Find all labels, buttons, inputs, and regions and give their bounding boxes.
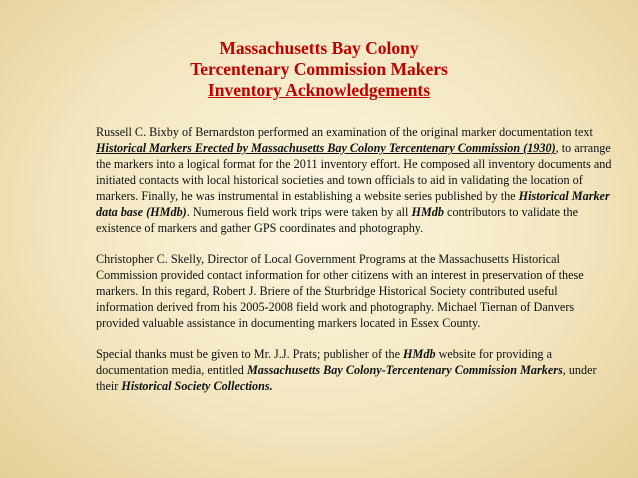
para1-hmdb-abbrev: HMdb: [411, 205, 444, 219]
para3-text-3: , under their: [96, 363, 597, 393]
paragraph-bixby: [96, 124, 616, 236]
paragraph-skelly: [96, 251, 616, 331]
para1-text-4: contributors to validate the existence of markers and gather GPS coordinates and photography.: [96, 205, 579, 235]
title-line-2: Tercentenary Commission Makers: [190, 59, 448, 79]
para1-book-title: Historical Markers Erected by Massachusetts Bay Colony Tercentenary Commission (1930): [96, 141, 556, 155]
paragraph-prats: [96, 346, 616, 394]
para3-series-title: Massachusetts Bay Colony-Tercentenary Commission Markers: [246, 363, 563, 377]
body-text: [96, 124, 616, 409]
para3-hmdb-abbrev: HMdb: [403, 347, 436, 361]
para1-text-3: . Numerous field work trips were taken by all: [186, 205, 412, 219]
para1-text-1: Russell C. Bixby of Bernardston performed an examination of the original marker documentation text: [96, 125, 593, 139]
title-line-3: Inventory Acknowledgements: [207, 80, 431, 100]
title-line-1: Massachusetts Bay Colony: [219, 38, 419, 58]
para1-text-2: , to arrange the markers into a logical format for the 2011 inventory effort. He composed all inventory documents and initiated contacts with local historical societies and town officials to aid in validating the location of markers. Finally, he was instrumental in establishing a website series published by the: [96, 141, 612, 203]
para2-text: Christopher C. Skelly, Director of Local Government Programs at the Massachusetts Historical Commission provided contact information for other citizens with an interest in preservation of these markers. In this regard, Robert J. Briere of the Sturbridge Historical Society contributed useful information derived from his 2005-2008 field work and photography. Michael Tiernan of Danvers provided valuable assistance in documenting markers located in Essex County.: [96, 252, 584, 330]
para1-hmdb-name: Historical Marker data base (HMdb): [96, 189, 610, 219]
slide-title: [0, 38, 638, 101]
para3-collection-name: Historical Society Collections.: [121, 379, 273, 393]
para3-text-1: Special thanks must be given to Mr. J.J. Prats; publisher of the: [96, 347, 404, 361]
para3-text-2: website for providing a documentation media, entitled: [96, 347, 552, 377]
